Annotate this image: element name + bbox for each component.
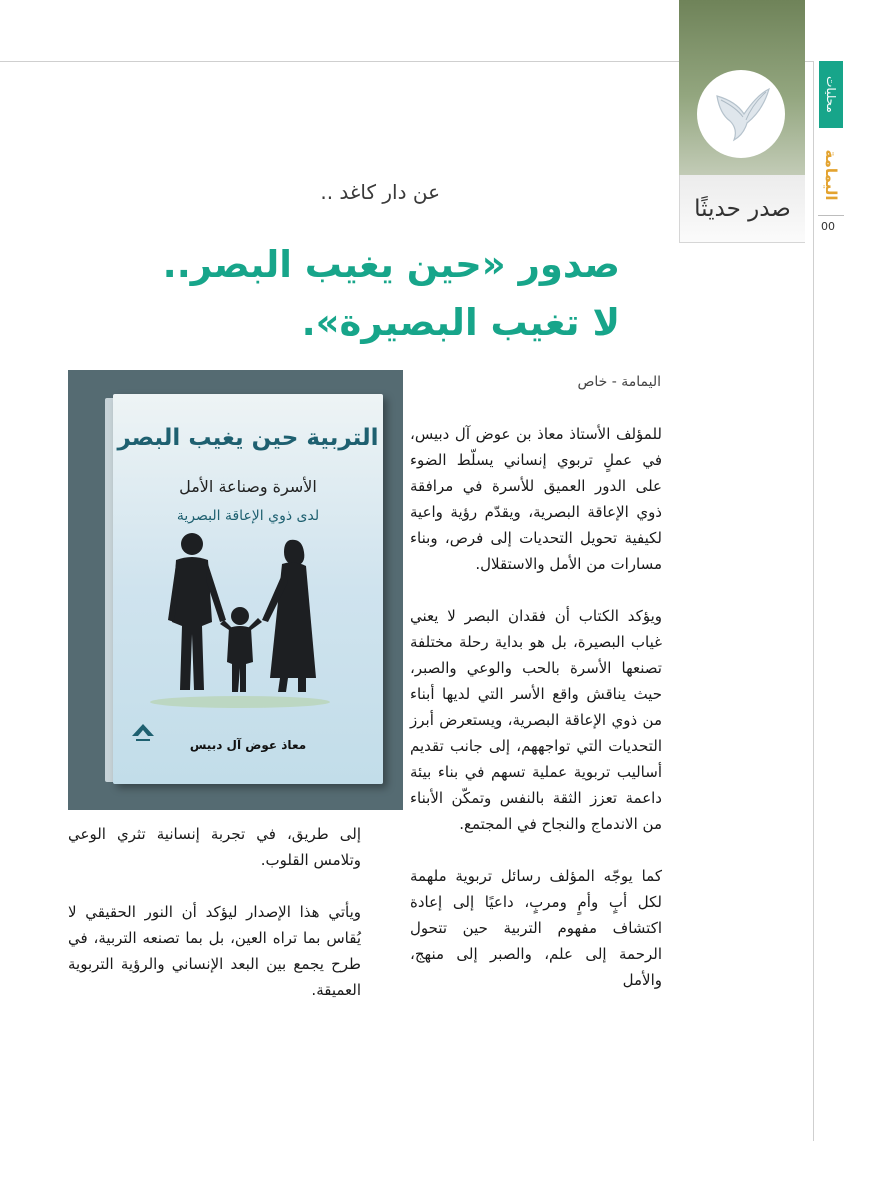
side-section-tab-label: محليات — [824, 76, 838, 113]
article-body-right-column — [410, 421, 662, 1019]
bird-icon — [697, 70, 785, 158]
book-cover-subtitle-2: لدى ذوي الإعاقة البصرية — [176, 508, 320, 524]
side-divider — [818, 215, 844, 216]
book-cover-subtitle: الأسرة وصناعة الأمل — [179, 477, 317, 496]
magazine-logo — [819, 135, 843, 215]
book-cover-title: التربية حين يغيب البصر — [117, 425, 379, 451]
section-label: صدر حديثًا — [679, 175, 805, 243]
article-paragraph: للمؤلف الأستاذ معاذ بن عوض آل دبيس، في عملٍ تربوي إنساني يسلّط الضوء على الدور العميق للأسرة في مرافقة ذوي الإعاقة البصرية، ويقدّم رؤية واعية لكيفية تحويل التحديات إلى فرص، وبناء مسارات من الأمل والاستقلال. — [410, 425, 662, 573]
article-kicker: عن دار كاغد .. — [320, 180, 440, 204]
family-silhouette-illustration — [140, 530, 340, 710]
article-body-left-column — [68, 821, 361, 1029]
article-paragraph: إلى طريق، في تجربة إنسانية تثري الوعي وتلامس القلوب. — [68, 825, 361, 869]
article-byline: اليمامة - خاص — [577, 374, 661, 390]
headline-line-1: صدور «حين يغيب البصر.. — [162, 243, 620, 286]
headline-line-2: لا تغيب البصيرة». — [301, 301, 620, 344]
article-paragraph: ويأتي هذا الإصدار ليؤكد أن النور الحقيقي لا يُقاس بما تراه العين، بل بما تصنعه التربية، في طرح يجمع بين البعد الإنساني والرؤية التربوية العميقة. — [68, 903, 361, 999]
book-spine — [105, 398, 113, 782]
section-emblem — [697, 70, 785, 158]
article-paragraph: كما يوجّه المؤلف رسائل تربوية ملهمة لكل أبٍ وأمٍ ومربٍ، داعيًا إلى إعادة اكتشاف مفهوم التربية حين تتحول الرحمة إلى علم، والصبر إلى منهج، والأمل — [410, 867, 662, 989]
side-section-tab — [819, 61, 843, 128]
magazine-logo-text: اليمامة — [822, 149, 840, 201]
book-cover-author: معاذ عوض آل دبيس — [189, 738, 307, 752]
page-number: 00 — [821, 220, 835, 233]
article-paragraph: ويؤكد الكتاب أن فقدان البصر لا يعني غياب البصيرة، بل هو بداية رحلة مختلفة تصنعها الأسرة بالحب والوعي والصبر، حيث يناقش واقع الأسر التي لديها أبناء من ذوي الإعاقة البصرية، ويستعرض أبرز التحديات التي تواجههم، إلى جانب تقديم أساليب تربوية عملية تسهم في بناء بيئة داعمة تعزز الثقة بالنفس وتمكّن الأبناء من الاندماج والنجاح في المجتمع. — [410, 607, 662, 833]
article-headline — [90, 236, 620, 352]
